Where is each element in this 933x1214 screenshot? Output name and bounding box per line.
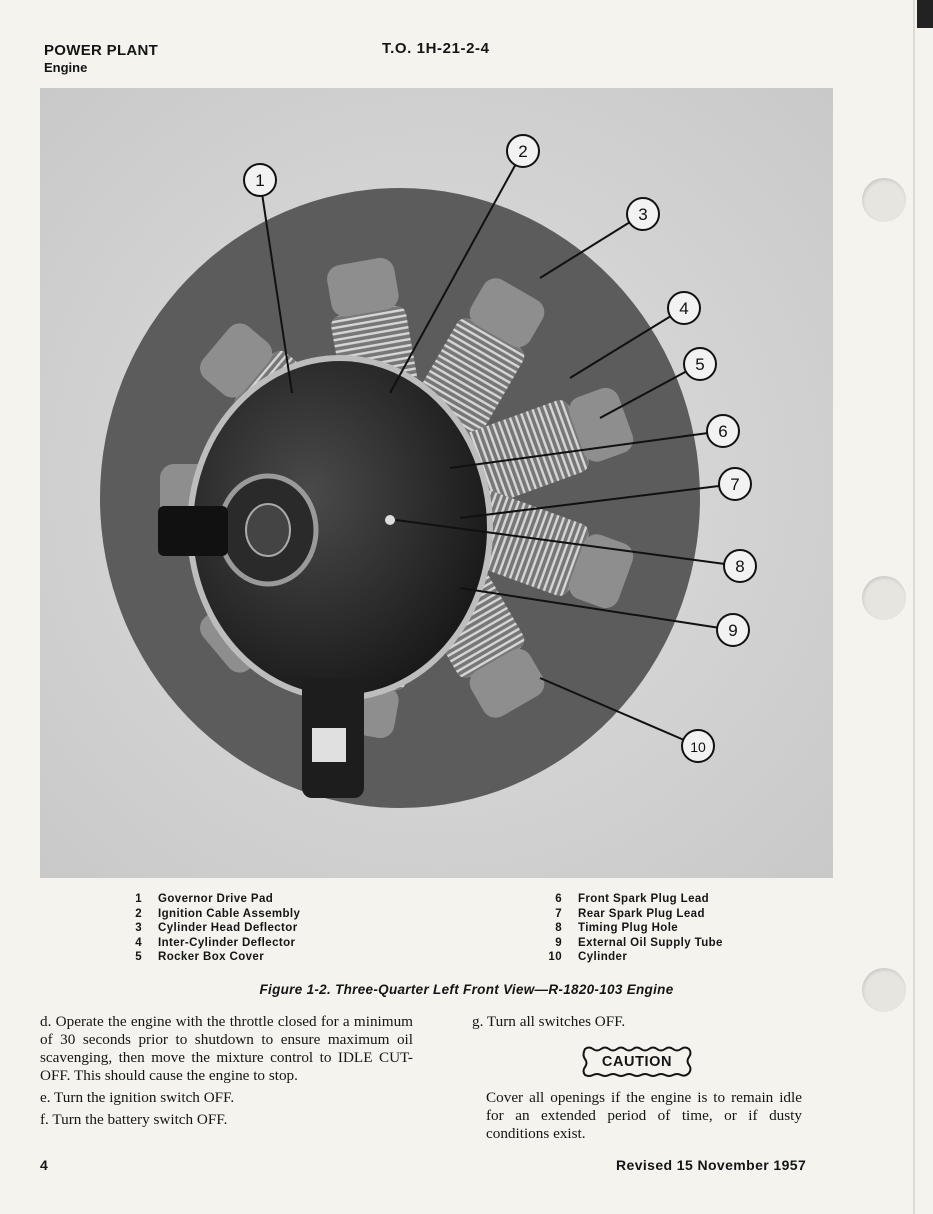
callout-9 <box>717 614 749 646</box>
legend-item: 3 Cylinder Head Deflector <box>135 922 298 934</box>
legend-item: 7 Rear Spark Plug Lead <box>555 907 705 920</box>
callout-8 <box>724 550 756 582</box>
legend-item: 8 Timing Plug Hole <box>555 922 679 934</box>
callout-number: 4 <box>679 299 689 318</box>
left-column <box>40 1013 413 1133</box>
revision-date: Revised 15 November 1957 <box>616 1157 807 1173</box>
caution-box <box>579 1045 695 1079</box>
legend-item: 4 Inter-Cylinder Deflector <box>135 936 296 949</box>
callout-number: 9 <box>728 621 738 640</box>
page-number: 4 <box>40 1157 49 1173</box>
step-g: g. Turn all switches OFF. <box>472 1013 626 1030</box>
callout-3 <box>627 198 659 230</box>
callout-number: 6 <box>718 422 728 441</box>
legend-right <box>544 893 723 966</box>
legend-item: 5 Rocker Box Cover <box>135 951 265 963</box>
section-title: POWER PLANT <box>44 42 159 59</box>
callout-number: 1 <box>255 171 265 190</box>
callout-5 <box>684 348 716 380</box>
legend-item: 2 Ignition Cable Assembly <box>135 907 301 920</box>
legend-item: 1 Governor Drive Pad <box>135 893 274 905</box>
callout-number: 3 <box>638 205 648 224</box>
callout-4 <box>668 292 700 324</box>
step-f: f. Turn the battery switch OFF. <box>40 1111 228 1128</box>
callout-2 <box>507 135 539 167</box>
timing-plug-hole <box>385 515 395 525</box>
callout-number: 5 <box>695 355 705 374</box>
callout-6 <box>707 415 739 447</box>
callout-7 <box>719 468 751 500</box>
callout-10 <box>682 730 714 762</box>
engine-photo <box>40 88 833 878</box>
right-column <box>472 1013 802 1147</box>
page-edge-line <box>913 0 915 1214</box>
legend-left <box>124 893 300 966</box>
step-e: e. Turn the ignition switch OFF. <box>40 1089 235 1106</box>
governor-shaft <box>158 506 228 556</box>
binder-hole-top <box>862 178 906 222</box>
caution-label: CAUTION <box>601 1054 673 1070</box>
engine-illustration <box>40 88 833 878</box>
callout-number: 7 <box>730 475 740 494</box>
legend-item: 6 Front Spark Plug Lead <box>555 893 710 905</box>
technical-order-number: T.O. 1H-21-2-4 <box>382 40 490 57</box>
callout-number: 2 <box>518 142 528 161</box>
legend-item: 10 Cylinder <box>548 951 628 963</box>
page-edge-mark <box>917 0 933 28</box>
subsection-title: Engine <box>44 60 88 75</box>
callout-number: 10 <box>690 739 706 755</box>
caution-text: Cover all openings if the engine is to remain idle for an extended period of time, or if dusty conditions exist. <box>486 1089 802 1142</box>
legend-item: 9 External Oil Supply Tube <box>555 936 723 949</box>
figure-caption: Figure 1-2. Three-Quarter Left Front View—R-1820-103 Engine <box>259 982 674 997</box>
binder-hole-middle <box>862 576 906 620</box>
step-d: d. Operate the engine with the throttle closed for a minimum of 30 seconds prior to shutdown to ensure maximum oil scavenging, then move the mixture control to IDLE CUT-OFF. This should cause the engine to stop. <box>40 1013 413 1084</box>
callout-number: 8 <box>735 557 745 576</box>
engine-body <box>100 188 700 808</box>
callout-1 <box>244 164 276 196</box>
